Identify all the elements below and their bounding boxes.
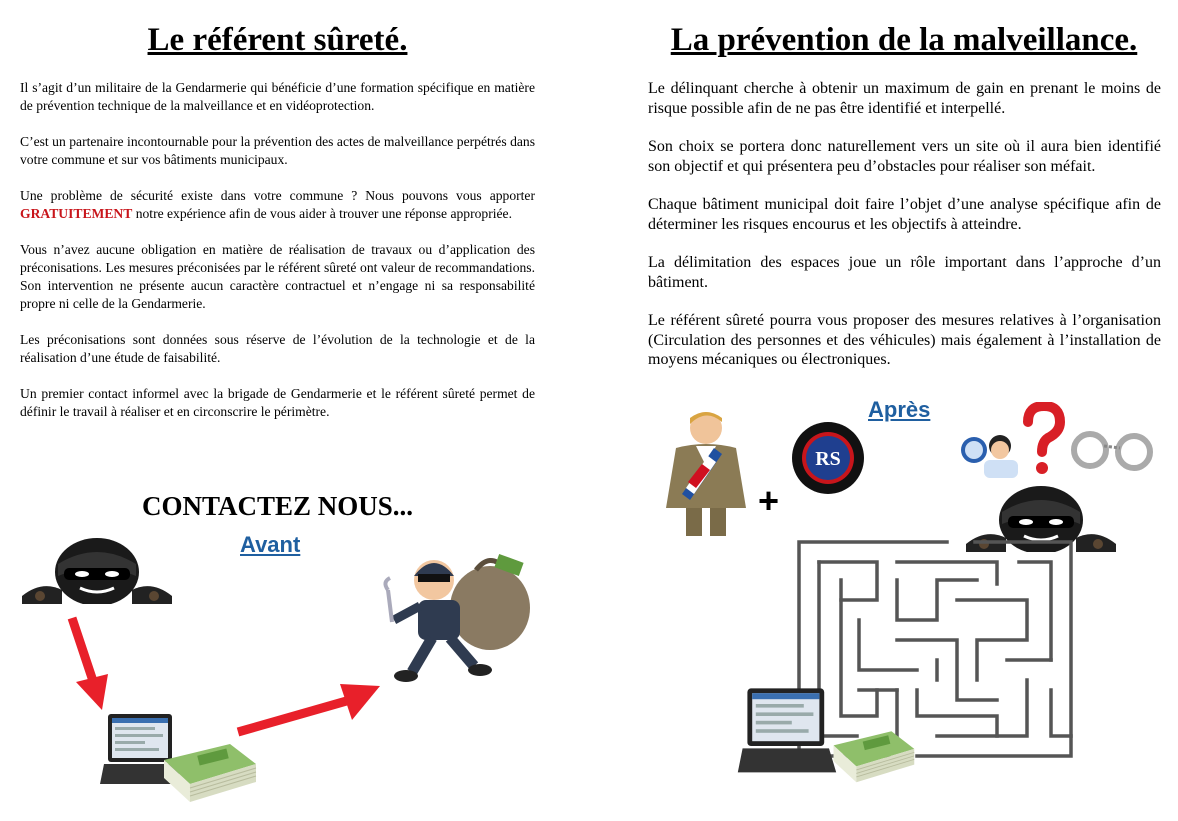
burglar-peeking-icon (22, 532, 172, 604)
money-stack-icon (160, 738, 258, 804)
badge-letters: RS (815, 448, 841, 470)
left-paragraph-2: C’est un partenaire incontournable pour la prévention des actes de malveillance perpétrés dans votre commune et sur vos bâtiments municipaux. (20, 134, 535, 167)
thief-with-bag-icon (378, 540, 538, 690)
left-title: Le référent sûreté. (147, 22, 408, 58)
left-paragraph-3-start: Une problème de sécurité existe dans votre commune ? Nous pouvons vous apporter (20, 188, 535, 203)
left-paragraph-3 (20, 187, 535, 223)
right-paragraph-4: La délimitation des espaces joue un rôle important dans l’approche d’un bâtiment. (648, 254, 1161, 291)
left-paragraph-4: Vous n’avez aucune obligation en matière de réalisation de travaux ou d’application des préconisations. Les mesures préconisées par le référent sûreté ont valeur de recommandations. Son intervention ne présente aucun caractère contractuel et n’engage ni sa responsabilité propre ni celle de la Gendarmerie. (20, 242, 535, 311)
plus-sign: + (758, 480, 780, 521)
mayor-icon (656, 408, 756, 538)
right-paragraph-3: Chaque bâtiment municipal doit faire l’objet d’une analyse spécifique afin de déterminer les risques encourus et les objectifs à atteindre. (648, 196, 1161, 233)
gendarme-icon (960, 430, 1020, 478)
right-paragraph-1: Le délinquant cherche à obtenir un maximum de gain en prenant le moins de risque possible afin de ne pas être identifié et interpellé. (648, 80, 1161, 117)
left-paragraph-1: Il s’agit d’un militaire de la Gendarmerie qui bénéficie d’une formation spécifique en matière de prévention technique de la malveillance et en vidéoprotection. (20, 80, 535, 113)
left-text-block (20, 79, 535, 421)
left-paragraph-6: Un premier contact informel avec la brigade de Gendarmerie et le référent sûreté permet de définir le travail à réaliser et en circonscrire le périmètre. (20, 386, 535, 419)
question-mark-icon (1020, 402, 1066, 476)
left-paragraph-5: Les préconisations sont données sous réserve de l’évolution de la technologie et de la réalisation d’une étude de faisabilité. (20, 332, 535, 365)
avant-link[interactable]: Avant (240, 532, 301, 557)
contact-heading: CONTACTEZ NOUS... (141, 491, 414, 521)
left-paragraph-3-end: notre expérience afin de vous aider à trouver une réponse appropriée. (132, 206, 512, 221)
right-title: La prévention de la malveillance. (670, 22, 1138, 58)
gratuitement-highlight: GRATUITEMENT (20, 206, 133, 221)
right-text-block (648, 79, 1161, 370)
right-paragraph-5: Le référent sûreté pourra vous proposer des mesures relatives à l’organisation (Circulation des personnes et des véhicules) mais également à l’installation de moyens mécaniques ou électroniques. (648, 312, 1161, 368)
arrow-down-icon (64, 612, 114, 712)
money-stack-right-icon (830, 726, 916, 784)
laptop-right-icon (737, 686, 837, 782)
arrow-up-right-icon (232, 680, 382, 740)
referent-surete-badge-icon (790, 420, 866, 496)
apres-link[interactable]: Après (868, 397, 931, 422)
right-paragraph-2: Son choix se portera donc naturellement vers un site où il aura bien identifié son objectif et qui présentera peu d’obstacles pour réaliser son méfait. (648, 138, 1161, 175)
handcuffs-icon (1068, 426, 1158, 476)
